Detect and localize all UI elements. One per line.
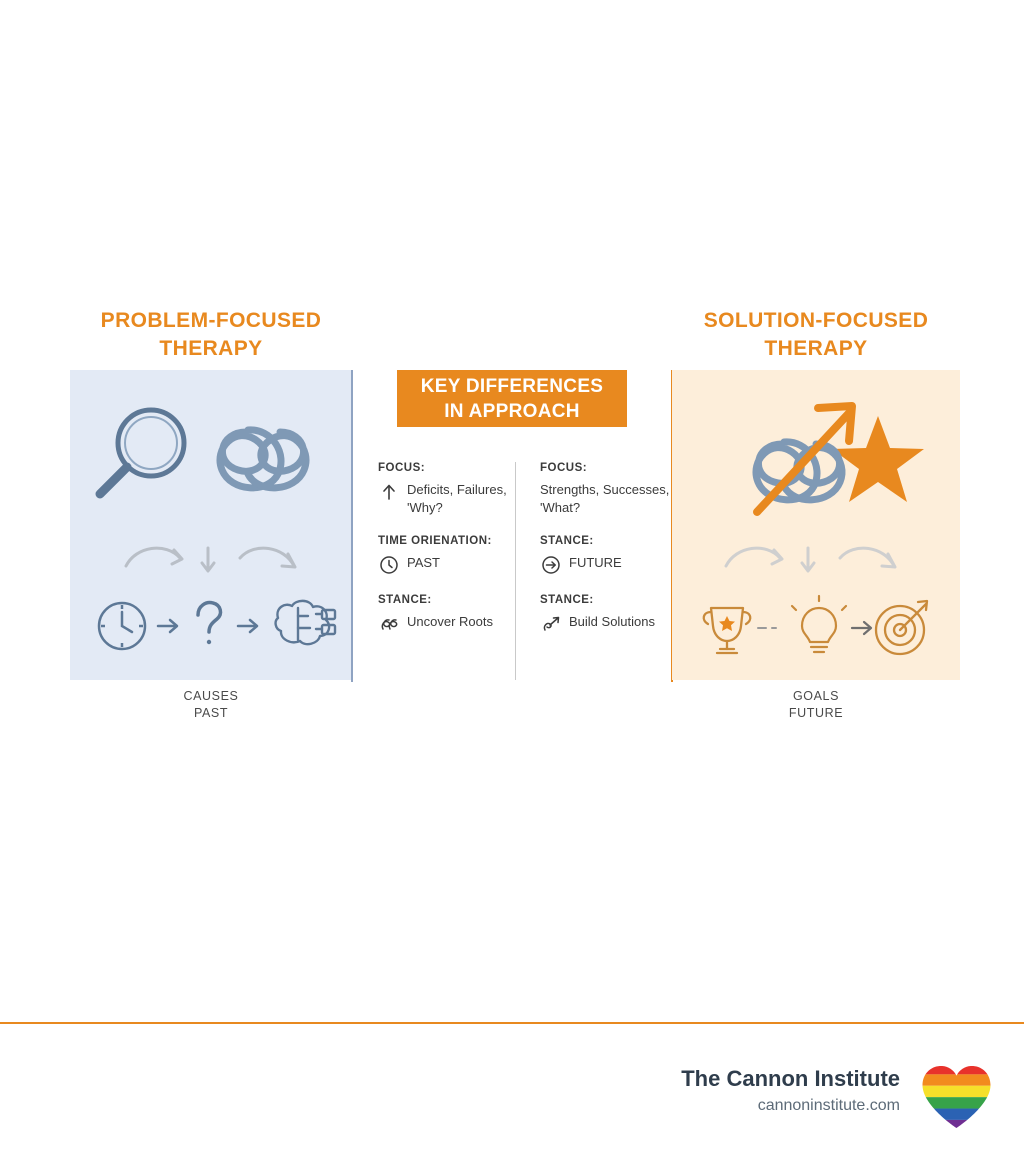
center-left-item-time-label: TIME ORIENATION:: [378, 535, 492, 547]
center-right-column: [518, 462, 670, 682]
center-right-item-stance-build-value: Build Solutions: [569, 614, 655, 629]
banner-line1: KEY DIFFERENCES: [420, 375, 604, 397]
clock-icon: [378, 554, 400, 576]
center-left-item-focus-label: FOCUS:: [378, 462, 426, 474]
center-right-item-stance-future: [540, 535, 670, 576]
right-caption-line1: GOALS: [792, 689, 840, 703]
brand-url[interactable]: cannoninstitute.com: [757, 1097, 900, 1114]
center-right-item-stance-future-value: FUTURE: [569, 555, 622, 570]
brain-icon: [276, 601, 335, 644]
trophy-icon: [704, 608, 751, 653]
center-right-item-stance-build: [540, 594, 670, 635]
rising-knot-icon: [540, 613, 562, 635]
left-caption-line2: PAST: [193, 706, 229, 720]
left-column-caption: [70, 688, 352, 722]
arrow-2: [238, 620, 257, 632]
left-caption-line1: CAUSES: [183, 689, 239, 703]
left-divider-line: [351, 370, 353, 682]
right-column-caption: [672, 688, 960, 722]
center-right-item-stance-build-label: STANCE:: [540, 594, 594, 606]
up-arrow-icon: [378, 481, 400, 503]
center-left-item-focus: [378, 462, 508, 517]
flow-arrows: [726, 548, 895, 571]
arrow-1: [158, 620, 177, 632]
tangle-icon: [378, 613, 400, 635]
center-right-item-stance-future-label: STANCE:: [540, 535, 594, 547]
target-icon: [876, 601, 927, 654]
clock-icon: [99, 603, 145, 649]
key-differences-banner: [397, 370, 627, 427]
center-left-item-focus-value: Deficits, Failures, 'Why?: [407, 482, 507, 515]
center-left-column: [378, 462, 518, 682]
center-right-item-focus-value: Strengths, Successes, 'What?: [540, 482, 670, 515]
brand-name: The Cannon Institute: [681, 1066, 900, 1091]
star-icon: [832, 416, 924, 502]
question-mark-icon: [198, 603, 220, 645]
rainbow-heart-icon: [919, 1063, 994, 1131]
center-left-item-time: [378, 535, 508, 576]
center-left-item-stance-label: STANCE:: [378, 594, 432, 606]
tangled-knot-icon: [220, 430, 306, 488]
center-right-item-focus: [540, 462, 670, 517]
center-right-item-focus-label: FOCUS:: [540, 462, 588, 474]
left-illustration-panel: [70, 370, 352, 680]
right-arrow-circle-icon: [540, 554, 562, 576]
center-comparison: [378, 462, 670, 682]
center-left-item-stance: [378, 594, 508, 635]
right-column-title: SOLUTION-FOCUSED THERAPY: [703, 309, 929, 360]
magnifier-icon: [100, 410, 184, 494]
right-caption-line2: FUTURE: [788, 706, 844, 720]
lightbulb-icon: [792, 596, 846, 652]
arrow-connector-2: [852, 622, 871, 634]
right-illustration-panel: [672, 370, 960, 680]
solution-focused-illustration: [672, 370, 960, 680]
flow-arrows: [126, 548, 295, 571]
footer: [0, 1024, 1024, 1154]
problem-focused-illustration: [70, 370, 352, 680]
left-column-title: PROBLEM-FOCUSED THERAPY: [100, 309, 322, 360]
banner-line2: IN APPROACH: [444, 400, 580, 422]
center-left-item-time-value: PAST: [407, 555, 440, 570]
center-left-item-stance-value: Uncover Roots: [407, 614, 493, 629]
